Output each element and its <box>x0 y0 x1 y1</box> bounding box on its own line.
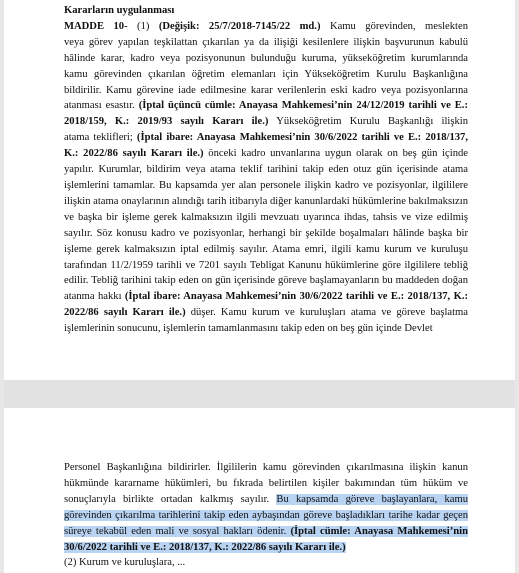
article-text-page-1 <box>64 3 468 337</box>
text-run: ve başka bir işleme gerek kalmaksızın ilgili mevzuatı uyarınca ihdas, tahsis ve vize edilmiş <box>64 211 468 223</box>
document-page-1 <box>4 0 515 380</box>
text-run: atanma hakkı <box>64 291 125 303</box>
text-line <box>64 476 468 492</box>
highlighted-text: Bu kapsamda göreve başlayanlara, kamu <box>276 493 469 505</box>
text-line <box>64 114 468 130</box>
text-run: sonuçlarıyla birlikte ortadan kalkmış sayılır. <box>64 493 277 505</box>
text-run: (2) Kurum ve kuruluşlara, ... <box>64 557 186 569</box>
text-line <box>64 555 468 571</box>
bold-text: (İptal ibare: Anayasa Mahkemesi’nin 30/6/2022 tarihli ve E.: 2018/137, <box>136 132 468 144</box>
text-line <box>64 178 468 194</box>
text-line <box>64 242 468 258</box>
bold-text: (İptal üçüncü cümle: Anayasa Mahkemesi’nin 24/12/2019 tarihli ve E.: <box>138 100 468 112</box>
text-line <box>64 460 468 476</box>
highlighted-text: 30/6/2022 tarihli ve E.: 2018/137, K.: 2022/86 sayılı Kararı ile.) <box>64 541 346 553</box>
text-line <box>64 98 468 114</box>
text-line <box>64 226 468 242</box>
text-line <box>64 35 468 51</box>
text-line <box>64 289 468 305</box>
text-line <box>64 146 468 162</box>
text-run: veya görev yapılan teşkilattan çıkarılan ya da ilişiği kesilenlere ilişkin başvurunun kabulü <box>64 36 468 48</box>
text-line <box>64 51 468 67</box>
highlighted-text: süreye tekabül eden mali ve sosyal hakları ödenir. <box>64 525 291 537</box>
bold-text: (İptal ibare: Anayasa Mahkemesi’nin 30/6/2022 tarihli ve E.: 2018/137, K.: <box>124 291 468 303</box>
text-run: tarafından 11/2/1959 tarihli ve 7201 sayılı Tebligat Kanunu hükümlerine göre ilgililere tebliğ <box>64 259 468 271</box>
text-run: yapılır. Kurumlar, bildirim veya atama teklif tarihini takip eden otuz gün içerisinde atama <box>64 164 468 176</box>
text-run: kamu görevinden çıkarılan öğretim elemanları için Yükseköğretim Kurulu Başkanlığına <box>64 68 468 80</box>
bold-text: 2022/86 sayılı Kararı ile.) <box>64 307 186 319</box>
article-text-page-2 <box>64 460 468 571</box>
text-line <box>64 524 468 540</box>
paragraph-lines <box>64 19 468 337</box>
bold-text: (Değişik: 25/7/2018-7145/22 md.) <box>158 20 321 32</box>
text-run: hâlinde karar, kadro veya pozisyonunun bulunduğu kuruma, yükseköğretim kurumlarında <box>64 52 468 64</box>
text-line <box>64 258 468 274</box>
text-run: atanması esastır. <box>64 100 139 112</box>
text-run: işleme gerek kalmaksızın iptal edilmiş sayılır. Atama emri, ilgili kamu kurum ve kuruluşu <box>64 243 468 255</box>
text-run: düşer. Kamu kurum ve kuruluşları atama ve göreve başlatma <box>185 307 468 319</box>
text-line <box>64 210 468 226</box>
text-line <box>64 162 468 178</box>
highlighted-text: görevinden çıkarılma tarihlerini takip eden aybaşından göreve başladıkları tarihe kadar geçen <box>64 509 468 521</box>
text-line <box>64 273 468 289</box>
text-line <box>64 83 468 99</box>
section-heading: Kararların uygulanması <box>64 5 175 16</box>
text-run: (1) <box>137 20 159 32</box>
text-run: Yükseköğretim Kurulu Başkanlığı ilişkin <box>268 116 468 128</box>
text-run: edilir. Tebliğ tarihini takip eden on gün içerisinde göreve başlamayanların bu maddeden doğan <box>64 275 468 287</box>
text-line <box>64 305 468 321</box>
document-page-2 <box>4 408 515 573</box>
text-line <box>64 508 468 524</box>
text-line <box>64 67 468 83</box>
bold-text: MADDE 10- <box>64 20 138 32</box>
bold-text: 2018/159, K.: 2019/93 sayılı Kararı ile.) <box>64 116 269 128</box>
text-run: işlemlerinin sonucunu, işlemlerin tamamlanmasını takip eden on beş gün içinde Devlet <box>64 323 433 335</box>
text-run: işlemlerini tamamlar. Bu kapsamda yer alan personele ilişkin kadro ve pozisyonlar, ilgililere <box>64 179 468 191</box>
text-line <box>64 19 468 35</box>
text-run: atama teklifleri; <box>64 132 137 144</box>
text-run: Kamu görevinden, meslekten <box>320 20 468 32</box>
text-run: sayılır. Söz konusu kadro ve pozisyonlar, herhangi bir şekilde boşalmaları hâlinde başka bir <box>64 227 468 239</box>
paragraph-lines <box>64 460 468 571</box>
text-line <box>64 194 468 210</box>
bold-text: K.: 2022/86 sayılı Kararı ile.) <box>64 148 204 160</box>
highlighted-text: (İptal cümle: Anayasa Mahkemesi’nin <box>290 525 468 537</box>
text-line <box>64 130 468 146</box>
text-run: önceki kadro unvanlarına uygun olarak on beş gün içinde <box>203 148 468 160</box>
text-run: bildirilir. Kamu görevine iade edilmesine karar verilenlerin eski kadro veya pozisyonlarına <box>64 84 468 96</box>
text-run: ilişkin atama onaylarının alındığı tarih itibarıyla diğer kanunlardaki hükümlerine bakılmaksızın <box>64 195 468 207</box>
text-line <box>64 540 468 556</box>
text-run: Personel Başkanlığına bildirirler. İlgililerin kamu görevinden çıkarılmasına ilişkin kanun <box>64 462 468 473</box>
text-line <box>64 492 468 508</box>
page-gap <box>4 380 515 408</box>
text-run: hükmünde kararname hükümleri, bu fıkrada belirtilen kişiler bakımından tüm hüküm ve <box>64 477 468 489</box>
text-line <box>64 321 468 337</box>
